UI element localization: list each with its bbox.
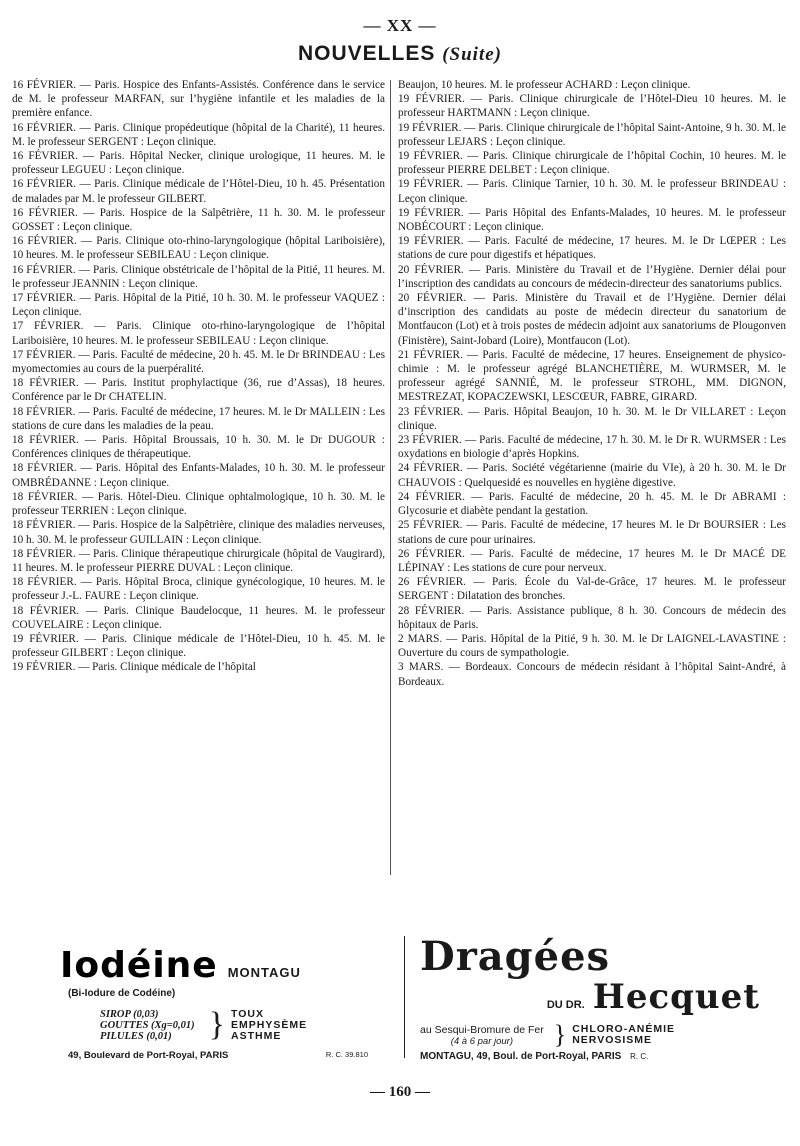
- iodeine-indication: TOUX: [230, 1008, 264, 1020]
- news-entry: 17 FÉVRIER. — Paris. Hôpital de la Pitié, 10 h. 30. M. le professeur VAQUEZ : Leçon clinique.: [12, 292, 385, 319]
- brace-icon: }: [208, 1006, 225, 1043]
- iodeine-subtitle: (Bi-Iodure de Codéine): [68, 988, 176, 999]
- iodeine-forms: [100, 1009, 195, 1042]
- news-entry: 3 MARS. — Bordeaux. Concours de médecin résidant à l’hôpital Saint-André, à Bordeaux.: [398, 661, 786, 688]
- news-entry: 18 FÉVRIER. — Paris. Hôpital Broca, clinique gynécologique, 10 heures. M. le professeur J.-L. FAURE : Leçon clinique.: [12, 576, 385, 603]
- news-entry: 19 FÉVRIER. — Paris Hôpital des Enfants-Malades, 10 heures. M. le professeur NOBÉCOURT : Leçon clinique.: [398, 206, 786, 234]
- title-main: NOUVELLES: [298, 42, 436, 65]
- news-entry: 19 FÉVRIER. — Paris. Faculté de médecine, 17 heures. M. le Dr LŒPER : Les stations de cure pour digestifs et hépatiques.: [398, 235, 786, 262]
- iodeine-form: SIROP (0,03): [100, 1009, 159, 1020]
- news-entry: 19 FÉVRIER. — Paris. Clinique Tarnier, 10 h. 30. M. le professeur BRINDEAU : Leçon clinique.: [398, 178, 786, 205]
- hecquet-rc: R. C.: [630, 1052, 649, 1061]
- news-entry: 16 FÉVRIER. — Paris. Clinique propédeutique (hôpital de la Charité), 11 heures. M. le professeur SERGENT : Leçon clinique.: [12, 121, 385, 148]
- news-entry: 20 FÉVRIER. — Paris. Ministère du Travail et de l’Hygiène. Dernier délai pour l’inscription des candidats au concours de médecin-directeur des sanatoriums publics.: [398, 263, 786, 290]
- news-entry: 19 FÉVRIER. — Paris. Clinique médicale de l’Hôtel-Dieu, 10 h. 45. M. le professeur GILBERT : Leçon clinique.: [12, 632, 385, 660]
- hecquet-composition-text: au Sesqui-Bromure de Fer: [420, 1023, 544, 1036]
- news-entry: 26 FÉVRIER. — Paris. Faculté de médecine, 17 heures M. le Dr MACÉ DE LÉPINAY : Les stations de cure pour nerveux.: [398, 547, 786, 574]
- news-entry: 28 FÉVRIER. — Paris. Assistance publique, 8 h. 30. Concours de médecin des hôpitaux de Paris.: [398, 604, 786, 631]
- hecquet-name: Hecquet: [592, 977, 760, 1017]
- iodeine-advertisement: [60, 945, 390, 1061]
- hecquet-composition: [420, 1024, 544, 1047]
- news-entry: 17 FÉVRIER. — Paris. Faculté de médecine, 20 h. 45. M. le Dr BRINDEAU : Les myomectomies au cours de la puerpéralité.: [12, 348, 385, 376]
- title-suite: (Suite): [442, 44, 502, 65]
- news-entry: 17 FÉVRIER. — Paris. Clinique oto-rhino-laryngologique de l’hôpital Lariboisière, 10 heures. M. le professeur SEBILEAU : Leçon clinique.: [12, 320, 385, 347]
- hecquet-brand: Dragées: [420, 933, 611, 980]
- hecquet-indication: CHLORO-ANÉMIE: [572, 1023, 676, 1035]
- iodeine-form: GOUTTES (Xg=0,01): [100, 1020, 195, 1031]
- news-entry: 23 FÉVRIER. — Paris. Hôpital Beaujon, 10 h. 30. M. le Dr VILLARET : Leçon clinique.: [398, 405, 786, 432]
- iodeine-brand: Iodéine: [60, 945, 218, 986]
- news-entry: 26 FÉVRIER. — Paris. École du Val-de-Grâce, 17 heures. M. le professeur SERGENT : Dilatation des bronches.: [398, 576, 786, 603]
- brace-icon: }: [553, 1020, 567, 1049]
- hecquet-indications: [572, 1024, 675, 1046]
- news-entry: 23 FÉVRIER. — Paris. Faculté de médecine, 17 h. 30. M. le Dr R. WURMSER : Les oxydations en biologie d’après Hopkins.: [398, 434, 786, 461]
- news-entry: 21 FÉVRIER. — Paris. Faculté de médecine, 17 heures. Enseignement de physico-chimie : M. le professeur agrégé BLANCHETIÈRE, M. WURMSER, M. le professeur agrégé SANNIÉ, M. le professeur STROHL, MM. DIGNON, MESTREZAT, KOPACZEWSKI, LESCŒUR, FABRE, GIRARD.: [398, 348, 786, 404]
- news-entry: 25 FÉVRIER. — Paris. Faculté de médecine, 17 heures M. le Dr BOURSIER : Les stations de cure pour urinaires.: [398, 519, 786, 546]
- news-entry: 19 FÉVRIER. — Paris. Clinique médicale de l’hôpital: [12, 661, 256, 674]
- hecquet-advertisement: [420, 935, 760, 1062]
- news-entry: 19 FÉVRIER. — Paris. Clinique chirurgicale de l’hôpital Saint-Antoine, 9 h. 30. M. le professeur LEJARS : Leçon clinique.: [398, 121, 786, 148]
- news-entry: 20 FÉVRIER. — Paris. Ministère du Travail et de l’Hygiène. Dernier délai d’inscription des candidats au poste de médecin directeur du sanatorium de Montfaucon (Lot) et à trois postes de médecin adjoint aux sanatoriums de Plougonven (Finistère), Saint-Jobard (Loire), Montfaucon (Lot).: [398, 292, 786, 347]
- hecquet-indication: NERVOSISME: [572, 1034, 653, 1046]
- iodeine-rc: R. C. 39.810: [325, 1050, 368, 1059]
- iodeine-indications: [231, 1009, 307, 1042]
- news-entry: 19 FÉVRIER. — Paris. Clinique chirurgicale de l’Hôtel-Dieu 10 heures. M. le professeur HARTMANN : Leçon clinique.: [398, 93, 786, 120]
- column-divider: [390, 80, 391, 875]
- hecquet-dose: (4 à 6 par jour): [450, 1035, 514, 1047]
- news-entry: Beaujon, 10 heures. M. le professeur ACHARD : Leçon clinique.: [398, 79, 691, 91]
- page-title: [0, 42, 800, 66]
- news-entry: 16 FÉVRIER. — Paris. Hospice des Enfants-Assistés. Conférence dans le service de M. le professeur MARFAN, sur l’hygiène infantile et les maladies de la première enfance.: [12, 79, 385, 120]
- news-entry: 18 FÉVRIER. — Paris. Clinique Baudelocque, 11 heures. M. le professeur COUVELAIRE : Leçon clinique.: [12, 604, 385, 631]
- news-entry: 18 FÉVRIER. — Paris. Hôpital des Enfants-Malades, 10 h. 30. M. le professeur OMBRÉDANNE : Leçon clinique.: [12, 462, 385, 489]
- iodeine-maker: MONTAGU: [227, 965, 301, 980]
- iodeine-form: PILULES (0,01): [100, 1031, 172, 1042]
- news-entry: 24 FÉVRIER. — Paris. Société végétarienne (mairie du VIe), à 20 h. 30. M. le Dr CHAUVOIS : Quelquesidé es nouvelles en hygiène digestive.: [398, 462, 786, 489]
- news-entry: 18 FÉVRIER. — Paris. Hospice de la Salpêtrière, clinique des maladies nerveuses, 10 h. 30. M. le professeur GUILLAIN : Leçon clinique.: [12, 519, 385, 546]
- news-entry: 18 FÉVRIER. — Paris. Institut prophylactique (36, rue d’Assas), 18 heures. Conférence par le Dr CHATELIN.: [12, 377, 385, 404]
- news-entry: 18 FÉVRIER. — Paris. Faculté de médecine, 17 heures. M. le Dr MALLEIN : Les stations de cure dans les maladies de la peau.: [12, 405, 385, 432]
- left-column: [12, 78, 385, 675]
- iodeine-address: 49, Boulevard de Port-Royal, PARIS: [68, 1050, 229, 1061]
- news-entry: 18 FÉVRIER. — Paris. Clinique thérapeutique chirurgicale (hôpital de Vaugirard), 11 heures. M. le professeur PIERRE DUVAL : Leçon clinique.: [12, 547, 385, 574]
- news-entry: 16 FÉVRIER. — Paris. Clinique obstétricale de l’hôpital de la Pitié, 11 heures. M. le professeur JEANNIN : Leçon clinique.: [12, 263, 385, 290]
- news-entry: 16 FÉVRIER. — Paris. Clinique oto-rhino-laryngologique (hôpital Lariboisière), 10 heures. M. le professeur SEBILEAU : Leçon clinique.: [12, 235, 385, 262]
- news-entry: 18 FÉVRIER. — Paris. Hôpital Broussais, 10 h. 30. M. le Dr DUGOUR : Conférences cliniques de thérapeutique.: [12, 434, 385, 461]
- news-entry: 16 FÉVRIER. — Paris. Hôpital Necker, clinique urologique, 11 heures. M. le professeur LEGUEU : Leçon clinique.: [12, 150, 385, 177]
- roman-page-number: — XX —: [363, 16, 437, 35]
- page-number: — 160 —: [370, 1084, 430, 1100]
- iodeine-indication: ASTHME: [230, 1030, 282, 1042]
- news-entry: 19 FÉVRIER. — Paris. Clinique chirurgicale de l’hôpital Cochin, 10 heures. M. le professeur PIERRE DELBET : Leçon clinique.: [398, 150, 786, 177]
- news-entry: 16 FÉVRIER. — Paris. Hospice de la Salpêtrière, 11 h. 30. M. le professeur GOSSET : Leçon clinique.: [12, 206, 385, 234]
- right-column: [398, 78, 786, 689]
- news-entry: 2 MARS. — Paris. Hôpital de la Pitié, 9 h. 30. M. le Dr LAIGNEL-LAVASTINE : Ouverture du cours de sympathologie.: [398, 632, 786, 660]
- hecquet-du: DU DR.: [546, 999, 585, 1011]
- news-entry: 18 FÉVRIER. — Paris. Hôtel-Dieu. Clinique ophtalmologique, 10 h. 30. M. le professeur TERRIEN : Leçon clinique.: [12, 490, 385, 518]
- news-entry: 16 FÉVRIER. — Paris. Clinique médicale de l’Hôtel-Dieu, 10 h. 45. Présentation de malades par M. le professeur GILBERT.: [12, 178, 385, 205]
- hecquet-address: MONTAGU, 49, Boul. de Port-Royal, PARIS: [420, 1051, 622, 1062]
- news-entry: 24 FÉVRIER. — Paris. Faculté de médecine, 20 h. 45. M. le Dr ABRAMI : Glycosurie et diabète pendant la gestation.: [398, 490, 786, 518]
- ad-divider: [404, 936, 405, 1058]
- iodeine-indication: EMPHYSÈME: [230, 1019, 308, 1031]
